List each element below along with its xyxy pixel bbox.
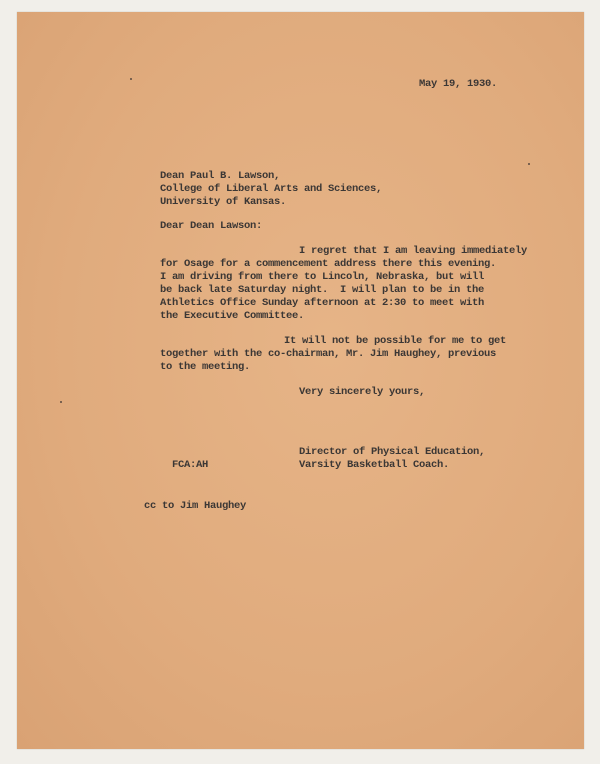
letter-page [17, 12, 584, 749]
paragraph-2-line-2: together with the co-chairman, Mr. Jim Haughey, previous [160, 348, 497, 360]
closing: Very sincerely yours, [299, 386, 426, 398]
paragraph-1-line-2: for Osage for a commencement address there this evening. [160, 258, 497, 270]
carbon-copy-note: cc to Jim Haughey [144, 500, 247, 512]
paragraph-1-line-4: be back late Saturday night. I will plan to be in the [160, 284, 485, 296]
salutation: Dear Dean Lawson: [160, 220, 263, 232]
paragraph-1-line-3: I am driving from there to Lincoln, Nebraska, but will [160, 271, 485, 283]
paragraph-1-line-6: the Executive Committee. [160, 310, 305, 322]
paper-speck [60, 401, 62, 403]
recipient-university: University of Kansas. [160, 196, 287, 208]
paragraph-2-line-3: to the meeting. [160, 361, 251, 373]
paragraph-1-line-1: I regret that I am leaving immediately [299, 245, 528, 257]
letter-date: May 19, 1930. [419, 78, 498, 90]
signature-title-2: Varsity Basketball Coach. [299, 459, 450, 471]
signature-title-1: Director of Physical Education, [299, 446, 486, 458]
paper-speck [130, 78, 132, 80]
recipient-college: College of Liberal Arts and Sciences, [160, 183, 383, 195]
recipient-name: Dean Paul B. Lawson, [160, 170, 281, 182]
typist-initials: FCA:AH [172, 459, 209, 471]
paragraph-1-line-5: Athletics Office Sunday afternoon at 2:30 to meet with [160, 297, 485, 309]
paragraph-2-line-1: It will not be possible for me to get [284, 335, 507, 347]
paper-speck [528, 163, 530, 165]
